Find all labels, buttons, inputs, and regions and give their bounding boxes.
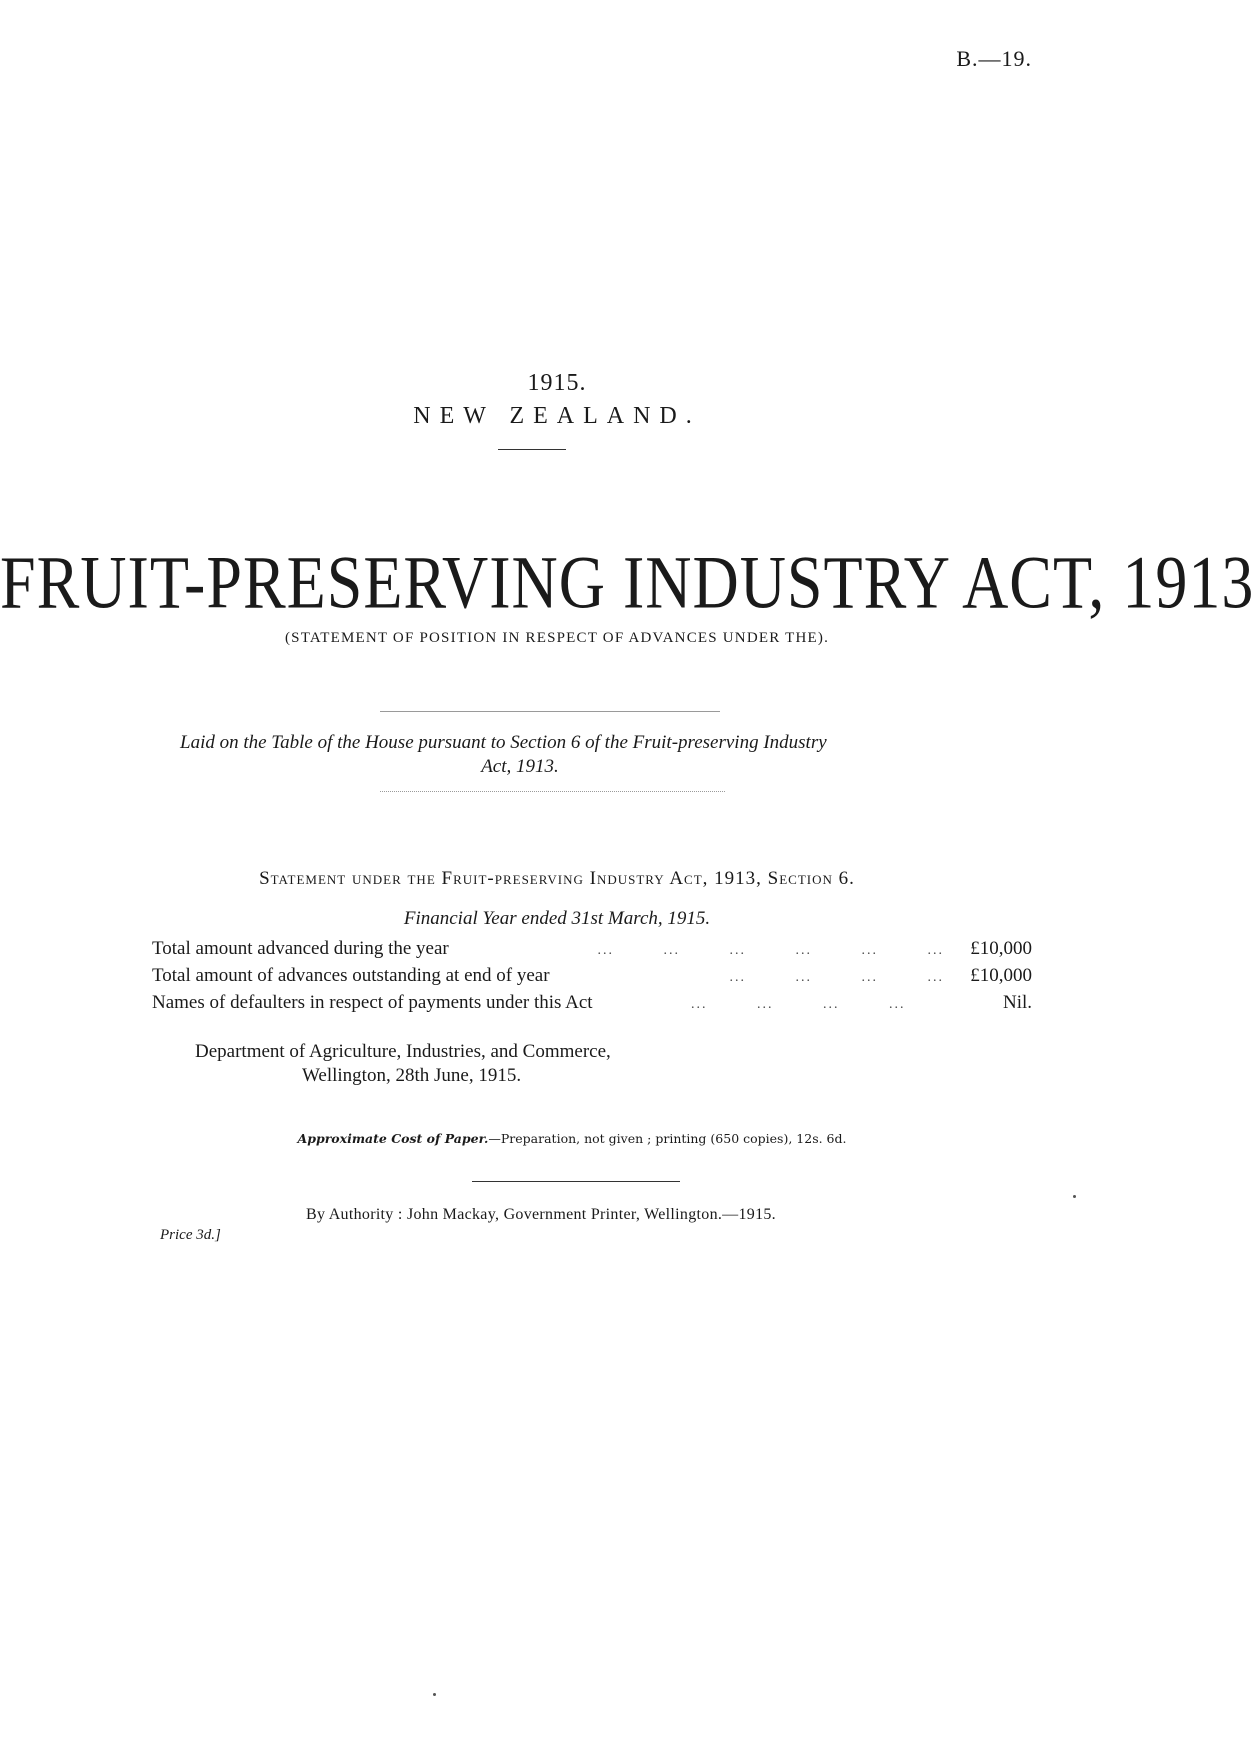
statement-row: [152, 992, 1032, 1019]
laid-note-line-2: Act, 1913.: [481, 756, 559, 777]
printer-authority: By Authority : John Mackay, Government Printer, Wellington.—1915.: [306, 1206, 776, 1223]
department-signature: [195, 1040, 611, 1088]
financial-year-caption: Financial Year ended 31st March, 1915.: [403, 908, 711, 929]
cost-note-text: —Preparation, not given ; printing (650 copies), 12s. 6d.: [488, 1131, 847, 1146]
statement-table: [152, 938, 1032, 1019]
leader-dots: ... ... ... ...: [691, 997, 944, 1012]
statement-row-label: Total amount of advances outstanding at end of year: [152, 965, 550, 986]
statement-row: [152, 965, 1032, 992]
laid-note-top-rule: [380, 711, 720, 712]
laid-note-bottom-rule: [380, 791, 725, 792]
leader-dots: ... ... ... ... ... ...: [597, 943, 944, 958]
publication-year: 1915.: [527, 370, 587, 396]
country-heading: NEW ZEALAND.: [413, 403, 701, 429]
statement-row-value: £10,000: [970, 938, 1032, 959]
department-line-1: Department of Agriculture, Industries, and Commerce,: [195, 1041, 611, 1062]
department-line-2: Wellington, 28th June, 1915.: [302, 1065, 522, 1086]
statement-row-value: £10,000: [970, 965, 1032, 986]
leader-dots: ... ... ... ...: [729, 970, 944, 985]
price-note: Price 3d.]: [160, 1227, 221, 1243]
document-title: FRUIT-PRESERVING INDUSTRY ACT, 1913: [0, 540, 1254, 625]
title-divider: [498, 449, 566, 450]
laid-note-line-1: Laid on the Table of the House pursuant to Section 6 of the Fruit-preserving Industry: [180, 732, 827, 753]
document-subtitle: (STATEMENT OF POSITION IN RESPECT OF ADVANCES UNDER THE).: [284, 630, 830, 646]
statement-row: [152, 938, 1032, 965]
print-speck: [1073, 1195, 1076, 1198]
page-reference: B.—19.: [956, 46, 1032, 71]
statement-row-label: Total amount advanced during the year: [152, 938, 449, 959]
statement-row-value: Nil.: [1002, 992, 1032, 1013]
footer-divider: [472, 1181, 680, 1182]
print-speck: [433, 1693, 436, 1696]
statement-heading: Statement under the Fruit-preserving Industry Act, 1913, Section 6.: [259, 868, 855, 889]
laid-on-table-note: [180, 731, 1000, 779]
cost-note-label: Approximate Cost of Paper.: [297, 1131, 489, 1146]
statement-row-label: Names of defaulters in respect of payments under this Act: [152, 992, 593, 1013]
approximate-cost-note: [0, 1131, 1114, 1146]
